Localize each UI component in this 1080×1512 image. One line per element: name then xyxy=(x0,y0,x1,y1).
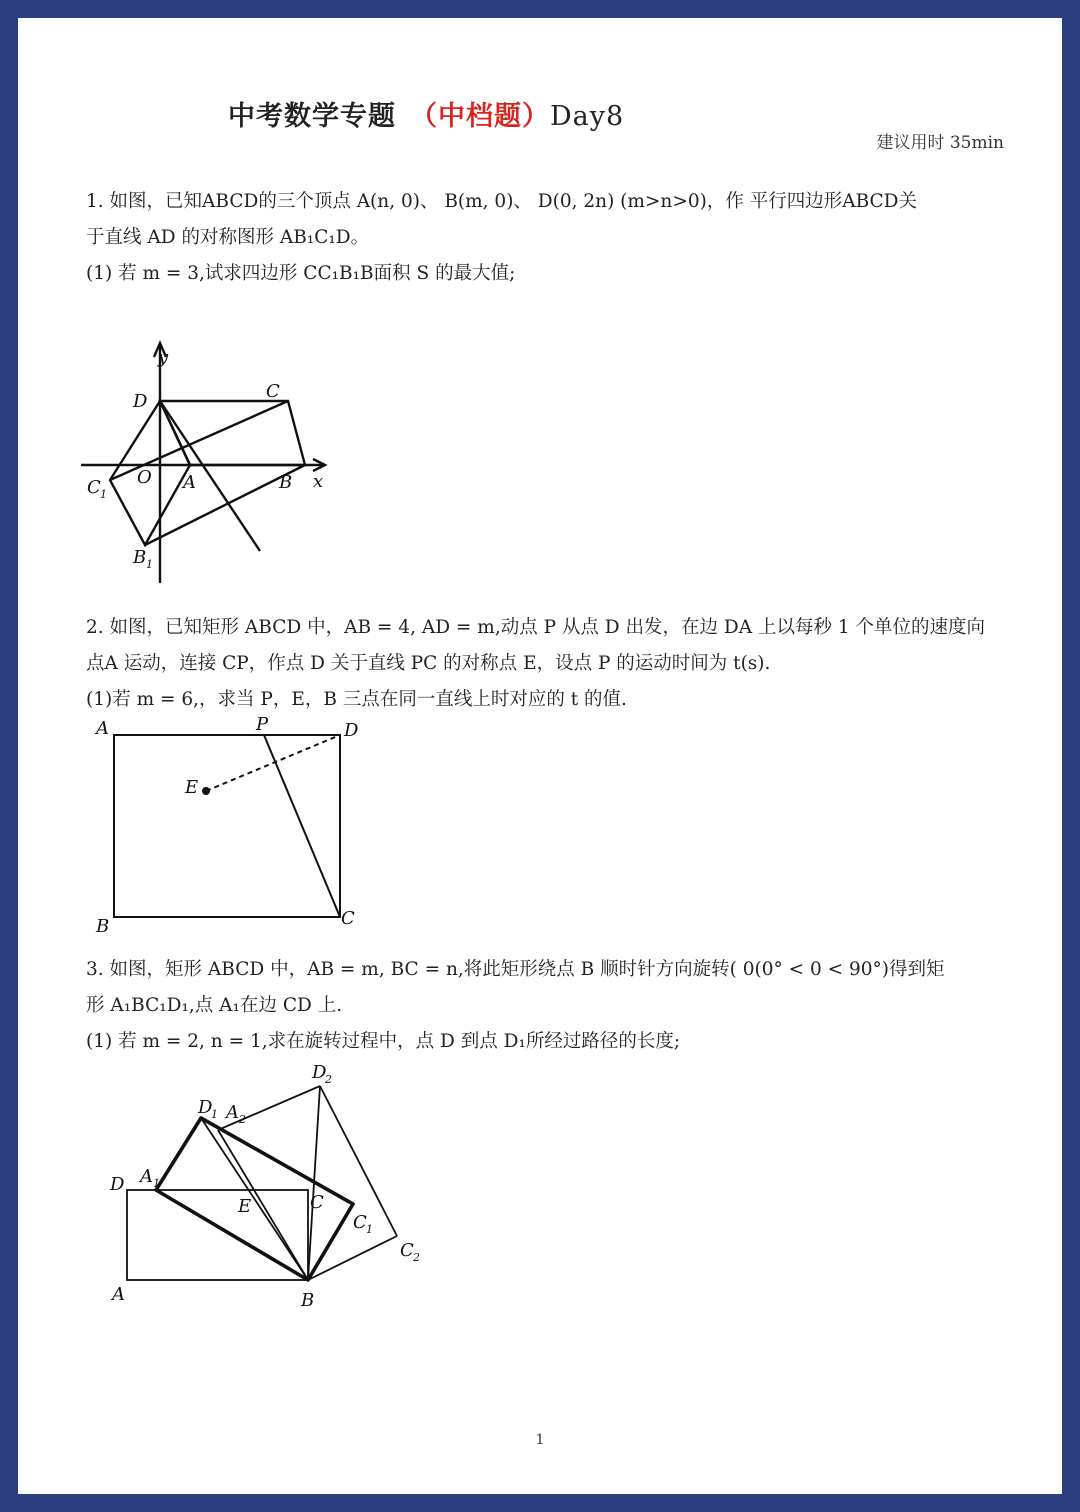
q2-label-C: C xyxy=(341,908,355,929)
question-1 xyxy=(86,184,1004,292)
q3-label-D1: D xyxy=(198,1097,213,1118)
q3-label-C1-sub: 1 xyxy=(366,1223,373,1236)
suggested-time: 建议用时 35min xyxy=(876,133,1004,153)
q3-label-E: E xyxy=(238,1196,252,1217)
q3-label-A1-sub: 1 xyxy=(153,1177,160,1190)
q1-label-B: B xyxy=(279,472,293,493)
question-2 xyxy=(86,610,1004,718)
q1-label-x: x xyxy=(313,471,324,492)
page-title xyxy=(228,94,624,133)
q3-label-D1-sub: 1 xyxy=(211,1108,218,1121)
title-difficulty: （中档题） xyxy=(410,101,550,132)
q1-label-B1: B xyxy=(133,547,147,568)
page-number: 1 xyxy=(535,1432,545,1448)
q3-label-D2-sub: 2 xyxy=(325,1073,332,1086)
q2-line-3: (1)若 m = 6,，求当 P，E，B 三点在同一直线上时对应的 t 的值. xyxy=(86,689,627,710)
q3-label-D2: D xyxy=(312,1062,327,1083)
q3-line-3: (1) 若 m = 2, n = 1,求在旋转过程中，点 D 到点 D₁所经过路径的长度; xyxy=(86,1031,681,1052)
q1-label-y: y xyxy=(158,347,169,368)
q2-line-2: 点A 运动，连接 CP，作点 D 关于直线 PC 的对称点 E，设点 P 的运动时间为 t(s). xyxy=(86,653,771,674)
q2-label-E: E xyxy=(185,777,199,798)
q1-label-O: O xyxy=(137,467,152,488)
q1-label-D: D xyxy=(133,391,148,412)
q3-label-A2-sub: 2 xyxy=(239,1113,246,1126)
worksheet-page xyxy=(18,18,1062,1494)
q1-line-2: 于直线 AD 的对称图形 AB₁C₁D。 xyxy=(86,227,370,248)
q3-label-A: A xyxy=(112,1284,125,1305)
title-day: Day8 xyxy=(550,101,625,132)
q3-label-A2: A xyxy=(226,1102,239,1123)
q2-label-B: B xyxy=(96,916,110,937)
title-main: 中考数学专题 xyxy=(228,101,396,132)
q3-figure xyxy=(98,1060,458,1320)
q1-figure xyxy=(73,323,373,583)
q3-line-1: 3. 如图，矩形 ABCD 中，AB = m, BC = n,将此矩形绕点 B 顺时针方向旋转( 0(0° < 0 < 90°)得到矩 xyxy=(86,959,945,980)
q3-label-C2: C xyxy=(400,1240,414,1261)
q3-label-C2-sub: 2 xyxy=(413,1251,420,1264)
q2-figure xyxy=(88,714,388,944)
q3-label-D: D xyxy=(110,1174,125,1195)
q2-label-D: D xyxy=(344,720,359,741)
q1-label-B1-sub: 1 xyxy=(146,558,153,571)
q3-label-A1: A xyxy=(140,1166,153,1187)
q2-line-1: 2. 如图，已知矩形 ABCD 中，AB = 4, AD = m,动点 P 从点 D 出发，在边 DA 上以每秒 1 个单位的速度向 xyxy=(86,617,985,638)
q2-label-P: P xyxy=(256,714,269,735)
q1-label-C1-sub: 1 xyxy=(100,488,107,501)
q3-label-C1: C xyxy=(353,1212,367,1233)
q1-label-C1: C xyxy=(87,477,101,498)
q1-line-1: 1. 如图，已知ABCD的三个顶点 A(n, 0)、 B(m, 0)、 D(0, 2n) (m>n>0)，作 平行四边形ABCD关 xyxy=(86,191,918,212)
q2-label-A: A xyxy=(96,718,109,739)
q3-label-C: C xyxy=(310,1192,324,1213)
q1-label-A: A xyxy=(183,472,196,493)
question-3 xyxy=(86,952,1004,1060)
q1-label-C: C xyxy=(266,381,280,402)
q1-line-3: (1) 若 m = 3,试求四边形 CC₁B₁B面积 S 的最大值; xyxy=(86,263,516,284)
q3-label-B: B xyxy=(301,1290,315,1311)
q3-line-2: 形 A₁BC₁D₁,点 A₁在边 CD 上. xyxy=(86,995,343,1016)
